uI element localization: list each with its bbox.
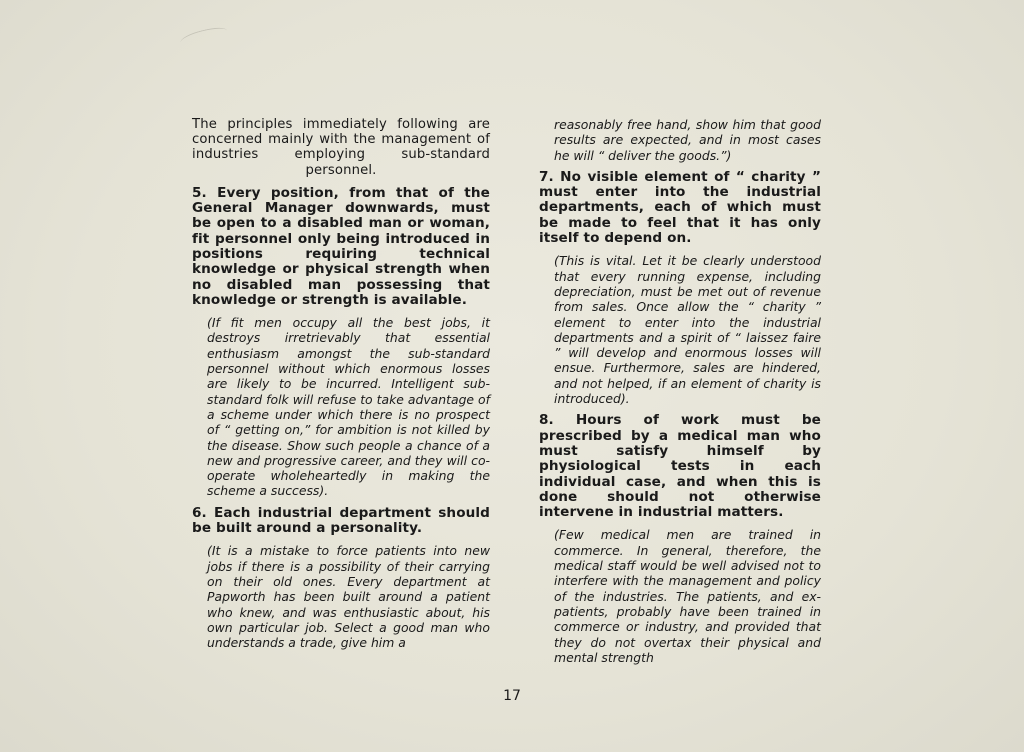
principle-7-heading: 7. No visible element of “ charity ” must enter into the industrial departments, each of which must be made to feel that it has only itself to depend on. bbox=[539, 168, 821, 247]
page-number: 17 bbox=[503, 688, 521, 704]
right-column bbox=[539, 117, 821, 672]
intro-paragraph: The principles immediately following are concerned mainly with the management of industries employing sub-standard personnel. bbox=[192, 117, 490, 178]
principle-8-note: (Few medical men are trained in commerce. In general, therefore, the medical staff would be well advised not to interfere with the management and policy of the industries. The patients, and ex-patients, probably have been trained in commerce or industry, and provided that they do not overtax their physical and mental strength bbox=[554, 527, 821, 665]
principle-8-heading: 8. Hours of work must be prescribed by a medical man who must satisfy himself by physiological tests in each individual case, and when this is done should not otherwise intervene in industrial matters. bbox=[539, 412, 821, 521]
principle-5-note: (If fit men occupy all the best jobs, it destroys irretrievably that essential enthusiasm amongst the sub-standard personnel without which enormous losses are likely to be incurred. Intelligent sub-standard folk will refuse to take advantage of a scheme under which there is no prospect of “ getting on,” for ambition is not killed by the disease. Show such people a chance of a new and progressive career, and they will co-operate wholeheartedly in making the scheme a success). bbox=[207, 315, 490, 499]
principle-6-note-continued: reasonably free hand, show him that good results are expected, and in most cases he will “ deliver the goods.”) bbox=[554, 117, 821, 163]
paper-mark bbox=[179, 24, 229, 48]
principle-5-heading: 5. Every position, from that of the General Manager downwards, must be open to a disabled man or woman, fit personnel only being introduced in positions requiring technical knowledge or physical strength when no disabled man possessing that knowledge or strength is available. bbox=[192, 184, 490, 308]
principle-6-heading: 6. Each industrial department should be built around a personality. bbox=[192, 504, 490, 537]
principle-6-note: (It is a mistake to force patients into new jobs if there is a possibility of their carrying on their old ones. Every department at Papworth has been built around a patient who knew, and was enthusiastic about, his own particular job. Select a good man who understands a trade, give him a bbox=[207, 543, 490, 651]
principle-7-note: (This is vital. Let it be clearly understood that every running expense, including depreciation, must be met out of revenue from sales. Once allow the “ charity ” element to enter into the industrial departments and a spirit of “ laissez faire ” will develop and enormous losses will ensue. Furthermore, sales are hindered, and not helped, if an element of charity is introduced). bbox=[554, 253, 821, 407]
left-column bbox=[192, 117, 490, 657]
